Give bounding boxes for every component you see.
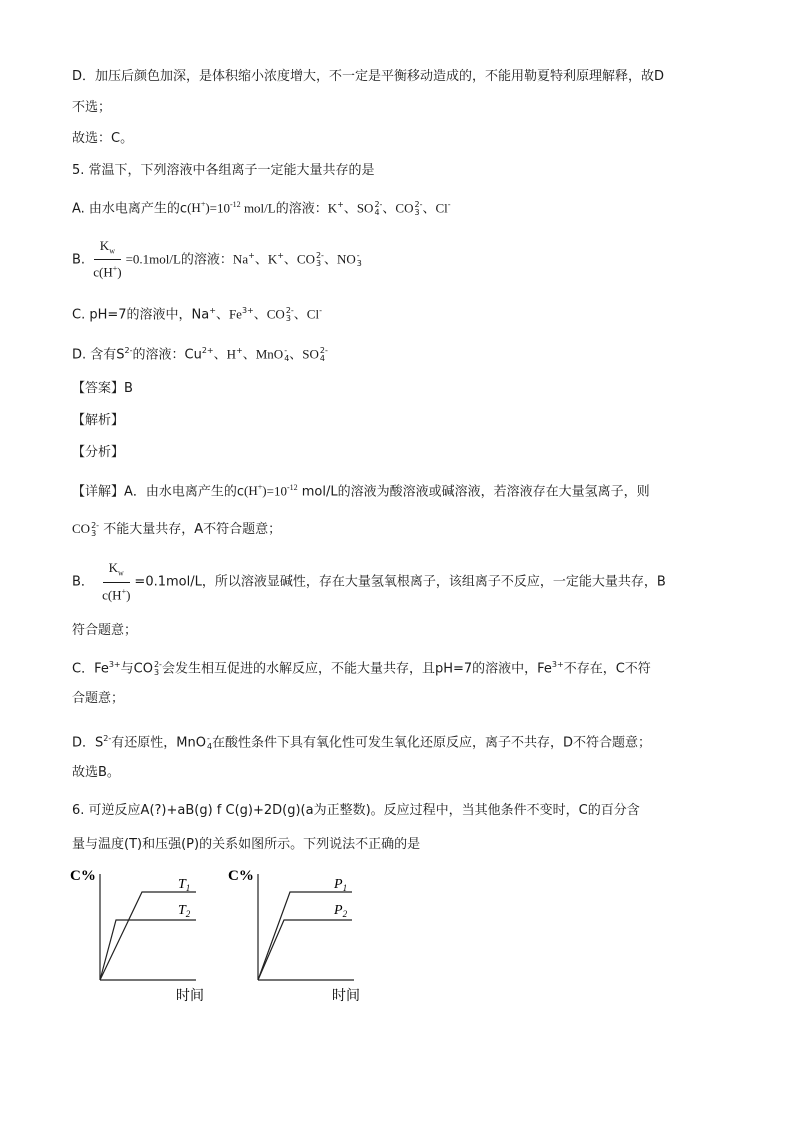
- fig1-label-t1: $T_1$: [178, 877, 191, 893]
- analysis-label: 【解析】: [72, 413, 125, 428]
- answer-value: B: [124, 381, 133, 396]
- fig1-xlabel: 时间: [176, 989, 204, 1004]
- q5-option-b: B. $\frac{K_w}{c(H^+)}$ =0.1mol/L的溶液：Na+、K+、CO 2- 3 、NO - 3: [72, 237, 362, 280]
- fig2-ylabel: C%: [228, 868, 254, 884]
- detail-a-line1: 【详解】A．由水电离产生的$c(H^+)=10^{-12}$ mol/L的溶液为酸溶液或碱溶液，若溶液存在大量氢离子，则: [72, 483, 650, 500]
- detail-a-line2: CO 2- 3 不能大量共存，A不符合题意；: [72, 520, 282, 538]
- option-d-line1: D．加压后颜色加深，是体积缩小浓度增大，不一定是平衡移动造成的，不能用勒夏特利原理解释，故D: [72, 69, 665, 84]
- fig2-label-p2: $P_2$: [334, 903, 348, 919]
- figure-temperature-graph: [66, 864, 206, 1004]
- q5-stem: 5. 常温下，下列溶液中各组离子一定能大量共存的是: [72, 163, 375, 178]
- final-answer: 故选B。: [72, 765, 120, 780]
- kw-fraction-detail: $\frac{K_w}{c(H^+)}$: [102, 560, 131, 602]
- previous-answer: 故选：C。: [72, 131, 134, 146]
- detail-c-line1: C．$Fe^{3+}$与CO 2- 3 会发生相互促进的水解反应，不能大量共存，且pH=7的溶液中，$Fe^{3+}$不存在，C不符: [72, 659, 651, 677]
- fig2-label-p1: $P_1$: [334, 877, 348, 893]
- fenxi-label: 【分析】: [72, 445, 125, 460]
- option-d-line2: 不选；: [72, 100, 112, 115]
- q5-option-d: D. 含有$S^{2-}$的溶液：$Cu^{2+}$、H+、MnO - 4 、SO 2- 4: [72, 345, 328, 363]
- fig1-ylabel: C%: [70, 868, 96, 884]
- answer-line: [72, 380, 133, 398]
- kw-fraction: $\frac{K_w}{c(H^+)}$: [93, 237, 122, 280]
- q5-option-a: A. 由水电离产生的$c(H^+)=10^{-12}$ mol/L的溶液：K+、SO 2- 4 、CO 2- 3 、Cl-: [72, 199, 451, 217]
- detail-b-line2: 符合题意；: [72, 623, 138, 638]
- q6-line1: 6. 可逆反应A(?)+aB(g) f C(g)+2D(g)(a为正整数)。反应过程中，当其他条件不变时，C的百分含: [72, 803, 640, 818]
- figure-pressure-graph: [224, 864, 374, 1004]
- fig2-curve-p2: [258, 920, 352, 980]
- q6-line2: 量与温度(T)和压强(P)的关系如图所示。下列说法不正确的是: [72, 837, 421, 852]
- detail-b-line1: B． $\frac{K_w}{c(H^+)}$ =0.1mol/L，所以溶液显碱性，存在大量氢氧根离子，该组离子不反应，一定能大量共存，B: [72, 560, 666, 602]
- detail-c-line2: 合题意；: [72, 691, 125, 706]
- answer-label: 【答案】: [72, 381, 125, 396]
- fig1-label-t2: $T_2$: [178, 903, 191, 919]
- q5-option-c: C. pH=7的溶液中，Na+、$Fe^{3+}$、CO 2- 3 、Cl-: [72, 305, 322, 323]
- fig2-xlabel: 时间: [332, 989, 360, 1004]
- detail-d-line1: D．$S^{2-}$有还原性，MnO - 4 在酸性条件下具有氧化性可发生氧化还原反应，离子不共存，D不符合题意；: [72, 733, 652, 751]
